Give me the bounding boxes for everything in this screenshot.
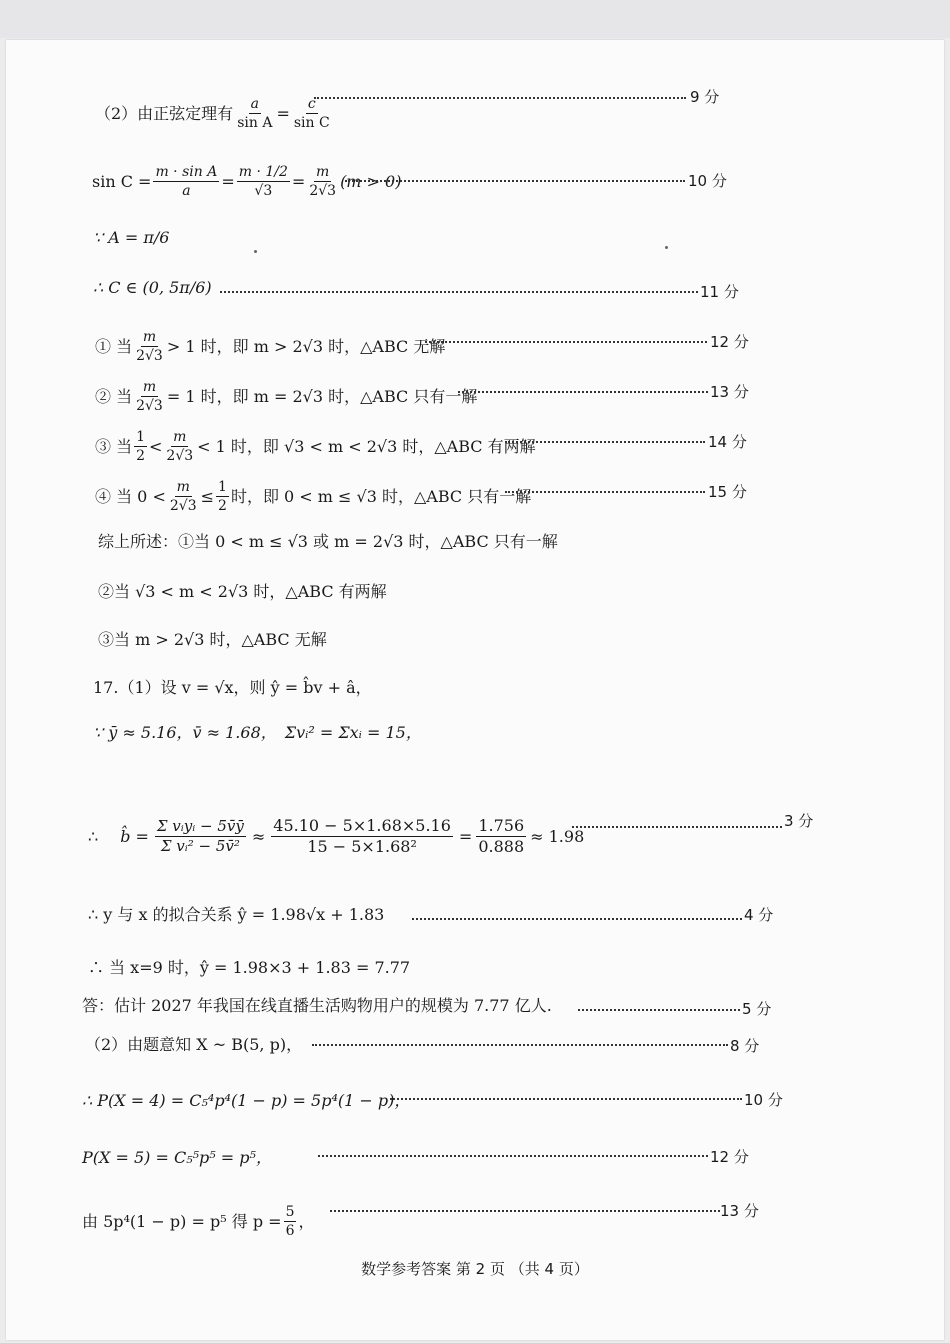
part2-title: （2）由正弦定理有 — [95, 103, 234, 123]
summary-3: ③当 m > 2√3 时，△ABC 无解 — [98, 630, 327, 649]
fit-relation: ∴ y 与 x 的拟合关系 ŷ = 1.98√x + 1.83 — [88, 905, 385, 924]
q17-means: ∵ ȳ ≈ 5.16，v̄ ≈ 1.68， Σvᵢ² = Σxᵢ = 15， — [93, 723, 422, 742]
dot-leader — [425, 341, 707, 343]
scan-speck — [665, 246, 668, 249]
score-15: 15 分 — [708, 483, 747, 501]
prob-x4: ∴ P(X = 4) = C₅⁴p⁴(1 − p) = 5p⁴(1 − p)， — [82, 1091, 411, 1110]
viewer-top-band — [0, 0, 950, 38]
dot-leader — [330, 1210, 720, 1212]
score-5: 5 分 — [742, 1000, 772, 1018]
case-1: ① 当 $\frac{m}{2√3}$ > 1 时，即 m > 2√3 时，△ABC 无解 — [95, 329, 446, 364]
q17-setup: 17.（1）设 v = √x，则 ŷ = b̂v + â， — [93, 678, 372, 697]
score-13b: 13 分 — [720, 1202, 759, 1220]
dot-leader — [345, 180, 685, 182]
score-11: 11 分 — [700, 283, 739, 301]
case-2: ② 当 $\frac{m}{2√3}$ = 1 时，即 m = 2√3 时，△ABC 只有一解 — [95, 379, 478, 414]
condition-m-positive: (m > 0) — [340, 171, 402, 191]
dot-leader — [412, 918, 742, 920]
answer-line: 答：估计 2027 年我国在线直播生活购物用户的规模为 7.77 亿人. — [82, 996, 552, 1015]
score-10: 10 分 — [688, 172, 727, 190]
dot-leader — [458, 391, 708, 393]
dot-leader — [314, 97, 686, 99]
dot-leader — [318, 1155, 708, 1157]
case-3: ③ 当 $\frac{1}{2}$ < $\frac{m}{2√3}$ < 1 时，即 √3 < m < 2√3 时，△ABC 有两解 — [95, 429, 536, 464]
score-3: 3 分 — [784, 812, 814, 830]
dot-leader — [312, 1044, 728, 1046]
score-12: 12 分 — [710, 333, 749, 351]
summary-2: ②当 √3 < m < 2√3 时，△ABC 有两解 — [98, 582, 387, 601]
binomial-setup: （2）由题意知 X ~ B(5, p)， — [85, 1035, 303, 1054]
scan-speck — [254, 250, 257, 253]
dot-leader — [578, 1009, 740, 1011]
sinC-lead: sin C = — [92, 171, 152, 191]
solve-p: 由 5p⁴(1 − p) = p⁵ 得 p = $\frac{5}{6}$ ， — [82, 1204, 315, 1239]
bhat-formula: ∴ b̂ = $\frac{\text{Σ vᵢyᵢ − 5v̄ȳ}}{\text{Σ vᵢ² − 5v̄²}}$ ≈ $\frac{45.10 - 5\times 1.68\times 5.16}{\text{15 − 5×1.68²}}$ = $\frac{1.756}{0.888}$ ≈ 1.98 — [88, 816, 585, 856]
score-9: 9 分 — [690, 88, 720, 106]
prediction: ∴ 当 x=9 时，ŷ = 1.98×3 + 1.83 = 7.77 — [88, 958, 411, 977]
score-10b: 10 分 — [744, 1091, 783, 1109]
dot-leader — [505, 491, 705, 493]
score-8: 8 分 — [730, 1037, 760, 1055]
dot-leader — [572, 826, 782, 828]
part2-heading: （2）由正弦定理有 $\frac{a}{\text{sin A}}$ = $\frac{c}{\text{sin C}}$ — [95, 96, 330, 131]
score-12b: 12 分 — [710, 1148, 749, 1166]
sinC-line: sin C = $\frac{\text{m · sin A}}{a}$ = $\frac{m \cdot 1/2}{√3}$ = $\frac{m}{2√3}$ (m > 0) — [92, 164, 402, 199]
summary-1: 综上所述：①当 0 < m ≤ √3 或 m = 2√3 时，△ABC 只有一解 — [98, 532, 558, 551]
score-4: 4 分 — [744, 906, 774, 924]
fraction-m-half-over-root3: $\frac{m \cdot 1/2}{√3}$ — [238, 164, 288, 199]
fraction-msinA-over-a: $\frac{\text{m · sin A}}{a}$ — [155, 164, 218, 199]
score-13: 13 分 — [710, 383, 749, 401]
dot-leader — [505, 441, 705, 443]
case-4: ④ 当 0 < $\frac{m}{2√3}$ ≤ $\frac{1}{2}$ 时，即 0 < m ≤ √3 时，△ABC 只有一解 — [95, 479, 532, 514]
dot-leader — [220, 291, 698, 293]
range-C: ∴ C ∈ (0, 5π/6) — [93, 278, 212, 297]
given-A: ∵ A = π/6 — [93, 228, 170, 247]
fraction-a-over-sinA: $\frac{a}{\text{sin A}}$ — [237, 96, 273, 131]
page-footer: 数学参考答案 第 2 页 （共 4 页） — [361, 1260, 589, 1278]
dot-leader — [390, 1098, 742, 1100]
prob-x5: P(X = 5) = C₅⁵p⁵ = p⁵， — [82, 1148, 272, 1167]
fraction-m-over-2root3: $\frac{m}{2√3}$ — [309, 164, 337, 199]
score-14: 14 分 — [708, 433, 747, 451]
fraction-c-over-sinC: $\frac{c}{\text{sin C}}$ — [293, 96, 330, 131]
